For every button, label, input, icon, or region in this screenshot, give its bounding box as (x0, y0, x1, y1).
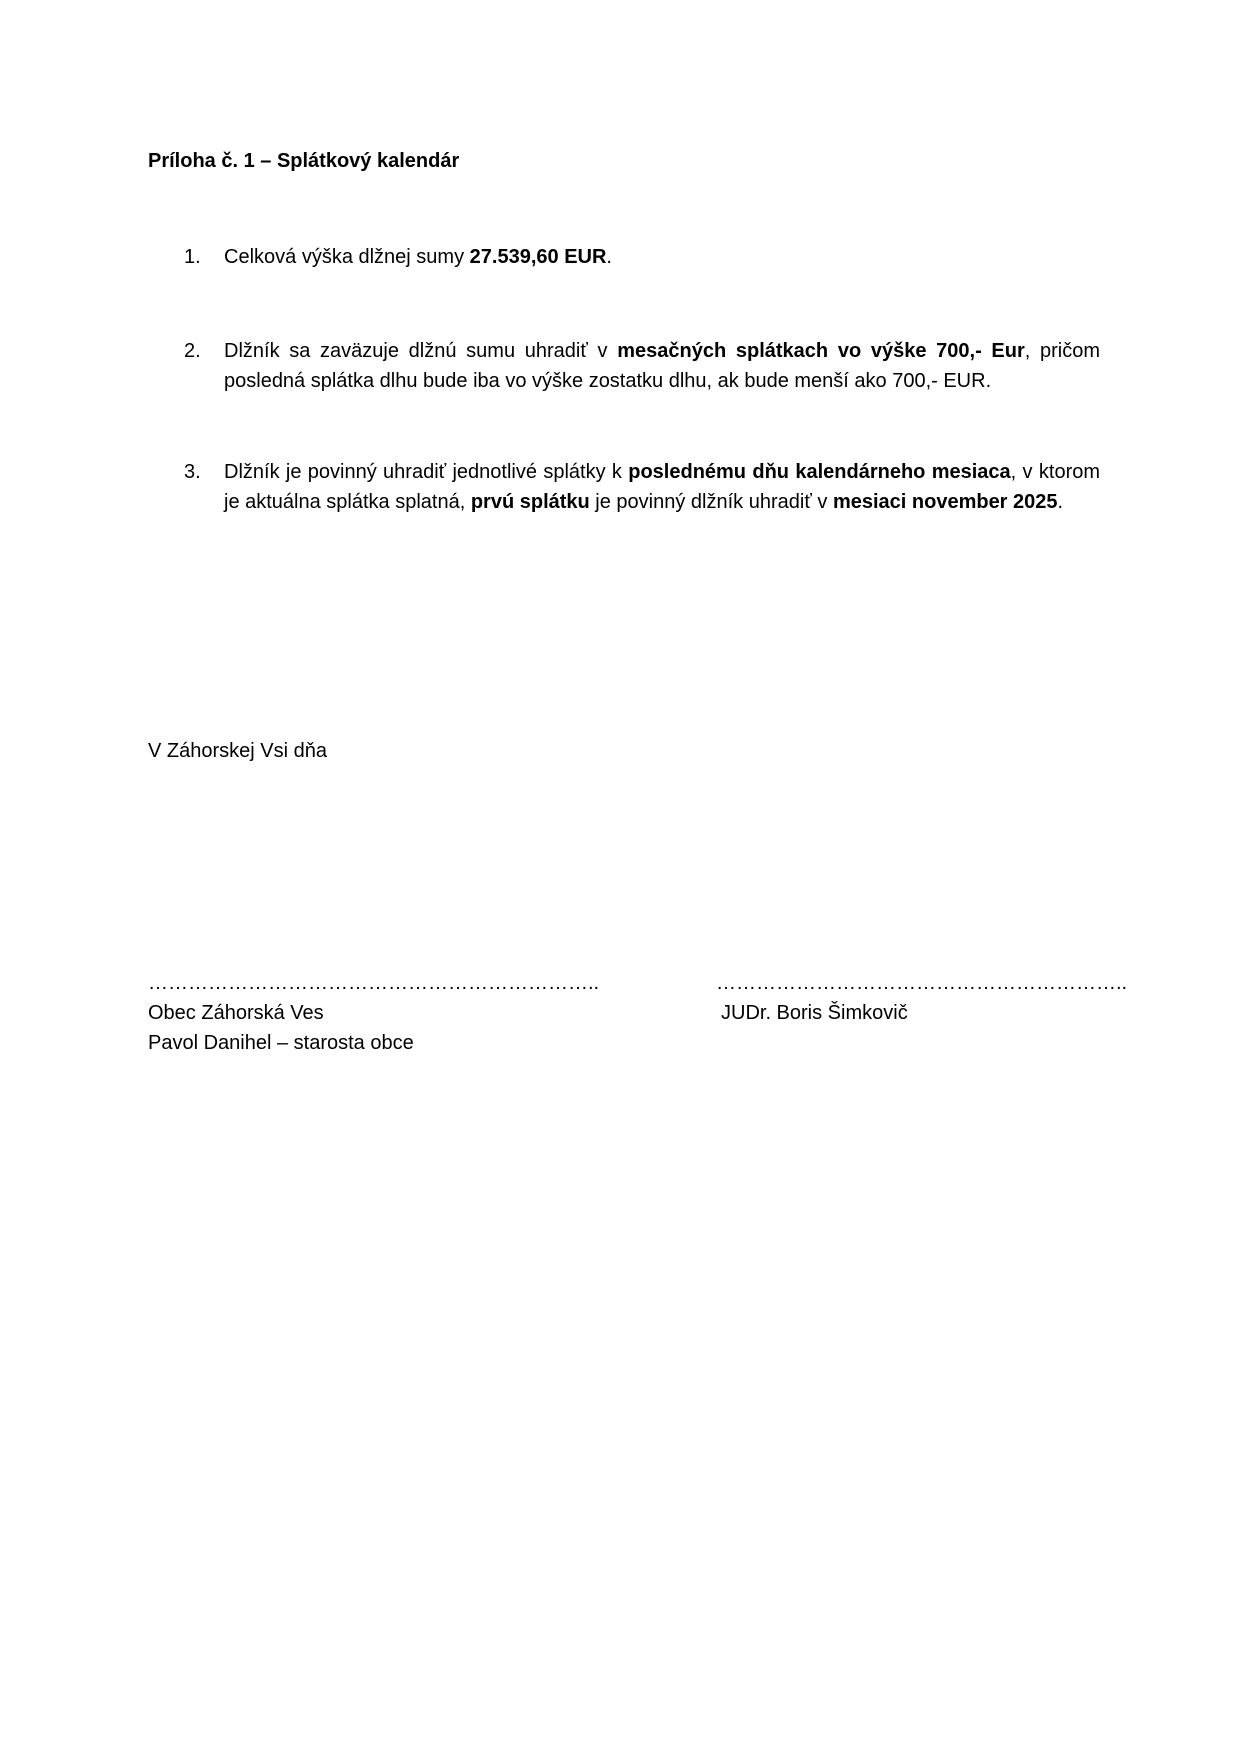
text-segment: . (606, 246, 612, 268)
bold-segment: 27.539,60 EUR (469, 246, 607, 268)
signatory-role: Pavol Danihel – starosta obce (148, 1032, 414, 1054)
signature-block-right (716, 968, 1127, 1028)
item-number: 1. (184, 246, 201, 268)
text-segment: je povinný dlžník uhradiť v (589, 491, 833, 513)
text-segment: Dlžník je povinný uhradiť jednotlivé splátky k (224, 461, 629, 483)
bold-segment: mesačných splátkach vo výške 700,- Eur (617, 340, 1025, 362)
text-segment: , pričom posledná splátka dlhu bude iba vo výške zostatku dlhu, ak bude menší ako 700,- EUR. (224, 340, 1101, 392)
item-text (224, 457, 1100, 517)
text-segment: . (1057, 491, 1064, 513)
signatory-name: Obec Záhorská Ves (148, 1002, 324, 1024)
bold-segment: prvú splátku (470, 491, 590, 513)
bold-segment: poslednému dňu kalendárneho mesiaca (628, 461, 1011, 483)
text-segment: , v ktorom je aktuálna splátka splatná, (224, 461, 1101, 513)
text-segment: Dlžník sa zaväzuje dlžnú sumu uhradiť v (224, 340, 618, 362)
signature-block-left (148, 968, 599, 1058)
item-number: 2. (184, 340, 201, 362)
item-text (224, 242, 1100, 272)
signatory-name: JUDr. Boris Šimkovič (721, 1002, 908, 1024)
item-number: 3. (184, 461, 201, 483)
signature-line: ………………………………………………………….. (148, 972, 600, 994)
item-text (224, 336, 1100, 396)
bold-segment: mesiaci november 2025 (832, 491, 1058, 513)
document-title: Príloha č. 1 – Splátkový kalendár (148, 150, 460, 172)
place-date: V Záhorskej Vsi dňa (148, 740, 327, 762)
signature-line: …………………………………………………….. (716, 972, 1128, 994)
text-segment: Celková výška dlžnej sumy (224, 246, 470, 268)
